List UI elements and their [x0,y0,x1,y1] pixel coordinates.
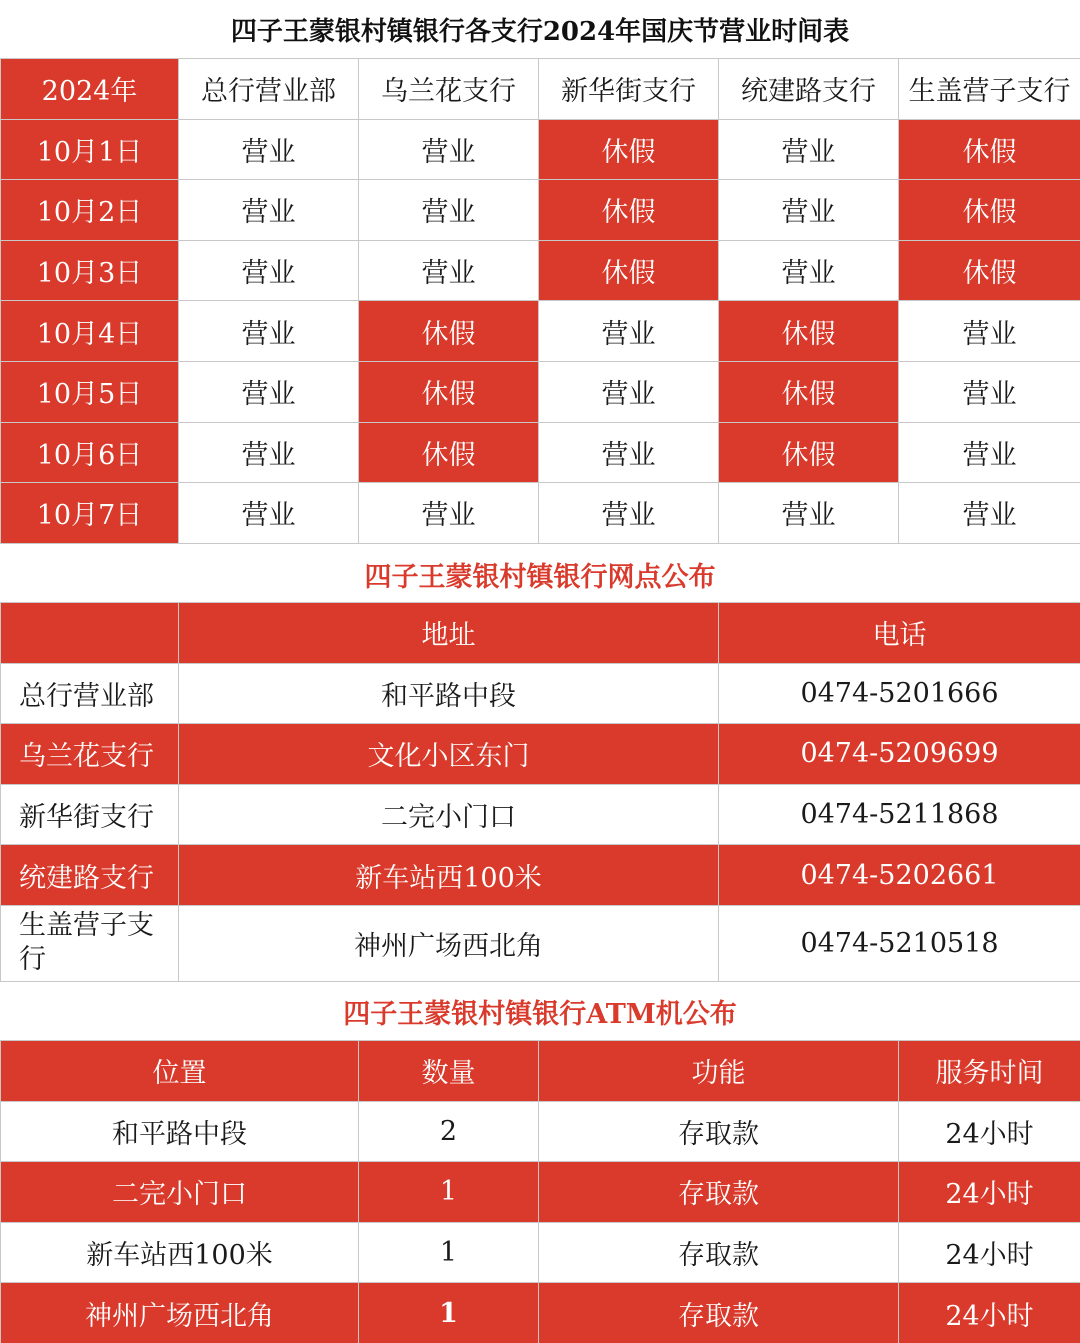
status-cell: 营业 [179,240,359,301]
date-cell: 10月2日 [1,180,179,241]
status-cell: 营业 [899,422,1080,483]
outlet-phone: 0474-5202661 [719,845,1080,906]
schedule-header-row [1,59,1080,120]
outlet-phone: 0474-5211868 [719,784,1080,845]
atm-location: 新车站西100米 [1,1222,359,1283]
status-cell: 营业 [179,361,359,422]
status-cell: 营业 [899,361,1080,422]
outlet-row [1,663,1080,724]
schedule-row [1,119,1080,180]
atm-location: 和平路中段 [1,1101,359,1162]
outlet-phone: 0474-5201666 [719,663,1080,724]
date-cell: 10月7日 [1,483,179,544]
status-cell: 营业 [359,180,539,241]
schedule-row [1,301,1080,362]
status-cell: 营业 [179,301,359,362]
outlet-row [1,845,1080,906]
status-cell: 营业 [719,180,899,241]
atm-hours: 24小时 [899,1222,1080,1283]
outlet-name: 新华街支行 [1,784,179,845]
status-cell: 休假 [539,240,719,301]
status-cell: 营业 [179,180,359,241]
branch-header-3: 统建路支行 [719,59,899,120]
atm-function: 存取款 [539,1222,899,1283]
status-cell: 休假 [719,361,899,422]
date-cell: 10月6日 [1,422,179,483]
status-cell: 休假 [719,422,899,483]
status-cell: 营业 [539,483,719,544]
atm-header-count: 数量 [359,1041,539,1102]
outlet-row [1,784,1080,845]
branch-header-0: 总行营业部 [179,59,359,120]
outlet-address: 新车站西100米 [179,845,719,906]
branch-header-1: 乌兰花支行 [359,59,539,120]
date-cell: 10月4日 [1,301,179,362]
outlets-title: 四子王蒙银村镇银行网点公布 [364,561,716,593]
atm-row [1,1162,1080,1223]
atm-header-function: 功能 [539,1041,899,1102]
outlet-address: 二完小门口 [179,784,719,845]
outlet-address: 文化小区东门 [179,724,719,785]
outlet-name: 统建路支行 [1,845,179,906]
outlets-header-row [1,603,1080,664]
status-cell: 营业 [359,483,539,544]
schedule-row [1,361,1080,422]
outlet-address: 和平路中段 [179,663,719,724]
atm-header-row [1,1041,1080,1102]
status-cell: 营业 [899,483,1080,544]
schedule-row [1,422,1080,483]
status-cell: 休假 [539,119,719,180]
holiday-schedule-table [0,58,1080,544]
status-cell: 营业 [359,240,539,301]
status-cell: 营业 [539,301,719,362]
atm-count: 2 [359,1101,539,1162]
atm-function: 存取款 [539,1162,899,1223]
schedule-row [1,240,1080,301]
outlet-address: 神州广场西北角 [179,905,719,981]
status-cell: 营业 [719,240,899,301]
atm-location: 二完小门口 [1,1162,359,1223]
schedule-title: 四子王蒙银村镇银行各支行2024年国庆节营业时间表 [230,16,850,47]
outlet-name: 乌兰花支行 [1,724,179,785]
schedule-row [1,180,1080,241]
atm-row [1,1283,1080,1343]
schedule-row [1,483,1080,544]
branch-header-2: 新华街支行 [539,59,719,120]
status-cell: 营业 [179,422,359,483]
outlet-row [1,724,1080,785]
outlet-name: 生盖营子支行 [1,905,179,981]
status-cell: 营业 [539,361,719,422]
status-cell: 休假 [359,301,539,362]
status-cell: 营业 [899,301,1080,362]
outlet-phone: 0474-5209699 [719,724,1080,785]
branch-header-4: 生盖营子支行 [899,59,1080,120]
atm-count: 1 [359,1222,539,1283]
status-cell: 休假 [899,119,1080,180]
atm-row [1,1222,1080,1283]
atm-row [1,1101,1080,1162]
atm-hours: 24小时 [899,1162,1080,1223]
status-cell: 营业 [719,119,899,180]
status-cell: 营业 [539,422,719,483]
outlet-name: 总行营业部 [1,663,179,724]
atm-title: 四子王蒙银村镇银行ATM机公布 [343,998,737,1030]
atm-location: 神州广场西北角 [1,1283,359,1343]
atm-hours: 24小时 [899,1283,1080,1343]
atm-count: 1 [359,1283,539,1343]
outlets-header-address: 地址 [179,603,719,664]
status-cell: 营业 [179,119,359,180]
atm-hours: 24小时 [899,1101,1080,1162]
status-cell: 营业 [179,483,359,544]
status-cell: 休假 [359,422,539,483]
status-cell: 休假 [899,180,1080,241]
outlet-phone: 0474-5210518 [719,905,1080,981]
status-cell: 营业 [719,483,899,544]
date-cell: 10月5日 [1,361,179,422]
atm-function: 存取款 [539,1101,899,1162]
outlets-table [0,602,1080,982]
status-cell: 营业 [359,119,539,180]
schedule-corner-cell: 2024年 [1,59,179,120]
status-cell: 休假 [359,361,539,422]
date-cell: 10月1日 [1,119,179,180]
outlet-row [1,905,1080,981]
status-cell: 休假 [539,180,719,241]
atm-header-location: 位置 [1,1041,359,1102]
status-cell: 休假 [719,301,899,362]
outlets-header-name [1,603,179,664]
atm-header-hours: 服务时间 [899,1041,1080,1102]
atm-function: 存取款 [539,1283,899,1343]
status-cell: 休假 [899,240,1080,301]
atm-count: 1 [359,1162,539,1223]
atm-table [0,1040,1080,1343]
outlets-header-phone: 电话 [719,603,1080,664]
date-cell: 10月3日 [1,240,179,301]
